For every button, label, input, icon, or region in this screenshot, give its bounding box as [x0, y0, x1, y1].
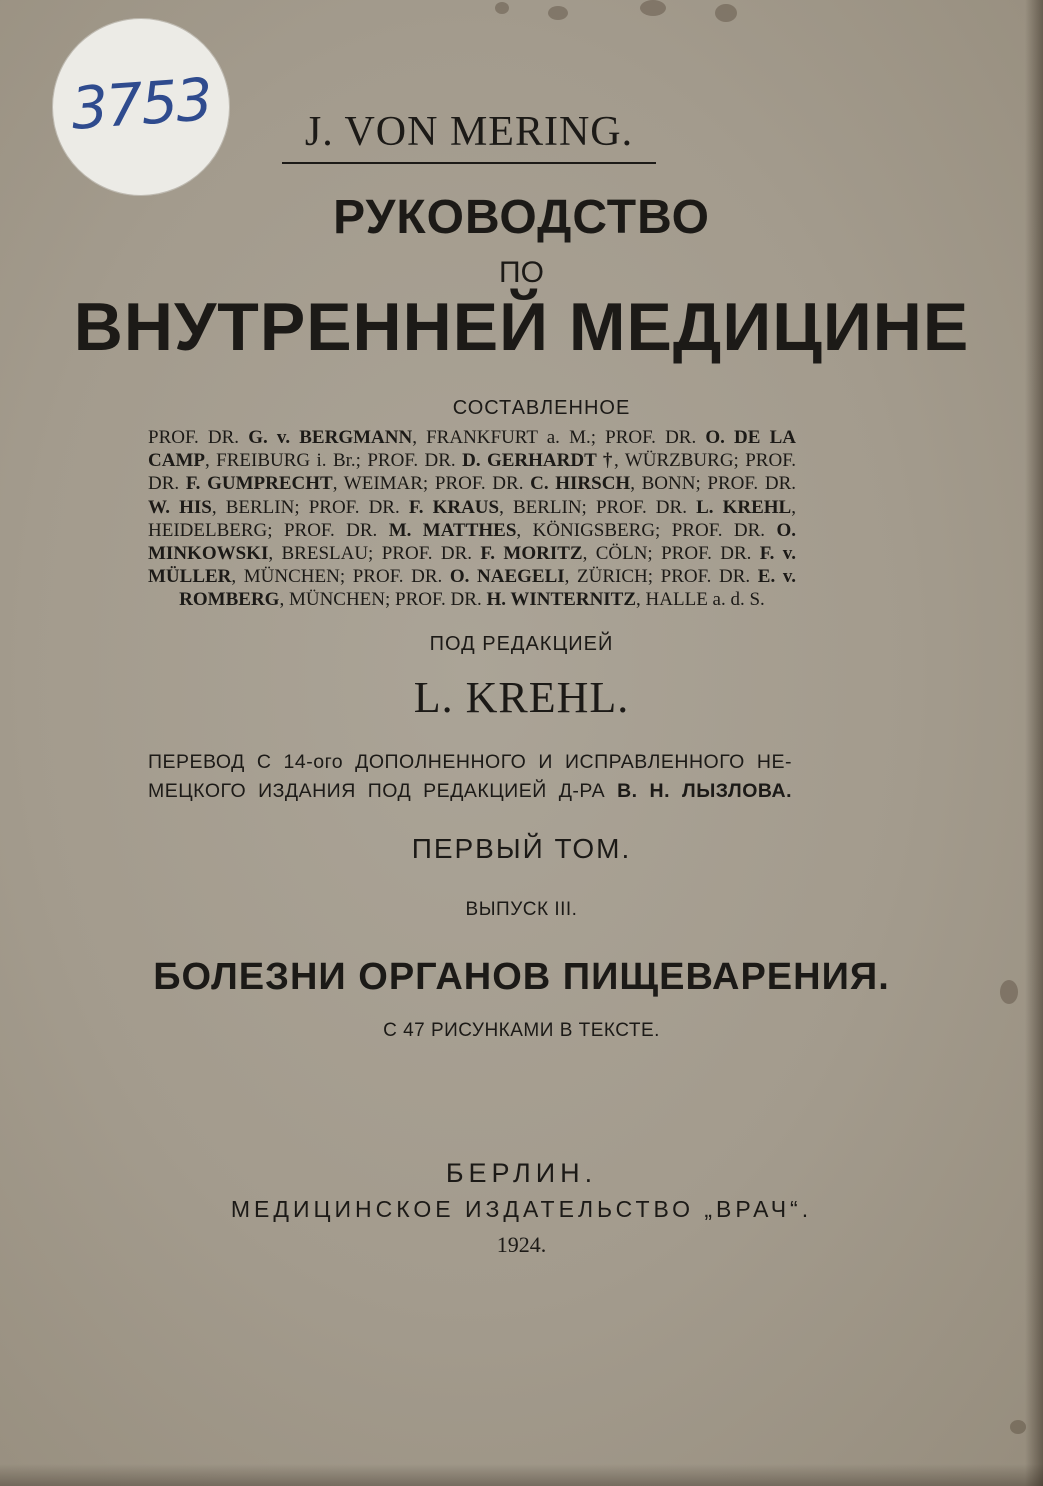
contributor-name: F. GUMPRECHT [185, 473, 333, 495]
contributor-prefix: PROF. DR. [148, 427, 249, 448]
contributor-name: O. NAEGELI [449, 566, 565, 588]
contributor-prefix: PROF. DR. [707, 473, 796, 495]
stain [495, 2, 509, 14]
contributor-place: , HALLE a. d. S. [636, 589, 765, 611]
translator-name: В. Н. ЛЫЗЛОВА. [617, 780, 792, 802]
contributor-name: W. HIS [148, 496, 212, 518]
section-title: БОЛЕЗНИ ОРГАНОВ ПИЩЕВАРЕНИЯ. [153, 956, 890, 998]
contributor-place: , FREIBURG i. Br.; [204, 450, 368, 472]
contributor-prefix: PROF. DR. [595, 496, 697, 518]
stain [715, 4, 737, 22]
sticker-number: 3753 [68, 65, 213, 143]
translation-note [148, 748, 792, 806]
title-line-3: ВНУТРЕННЕЙ МЕДИЦИНЕ [73, 289, 970, 365]
contributor-name: F. v. MÜLLER [148, 543, 796, 588]
stain [548, 6, 568, 20]
title-line-2: ПО [499, 256, 544, 289]
contributor-prefix: PROF. DR. [661, 543, 760, 565]
stain [1010, 1420, 1026, 1434]
library-number-sticker [52, 18, 230, 196]
contributor-name: L. KREHL [696, 496, 792, 518]
title-line-1: РУКОВОДСТВО [333, 191, 710, 244]
translation-line-2 [148, 777, 792, 806]
page-bottom-shadow [0, 1464, 1043, 1486]
contributor-prefix: PROF. DR. [308, 496, 409, 518]
contributor-name: F. KRAUS [408, 496, 500, 518]
contributor-prefix: PROF. DR. [367, 450, 463, 472]
contributor-prefix: PROF. DR. [283, 519, 389, 541]
contributor-prefix: PROF. DR. [148, 450, 796, 495]
contributor-place: , ZÜRICH; [564, 566, 661, 588]
contributor-place: , MÜNCHEN; [231, 566, 353, 588]
contributor-place: , MÜNCHEN; [279, 589, 396, 611]
contributor-prefix: PROF. DR. [434, 473, 531, 495]
contributor-place: , BERLIN; [211, 496, 309, 518]
contributor-prefix: PROF. DR. [352, 566, 450, 588]
contributor-name: G. v. BERGMANN [248, 427, 413, 448]
contributor-name: E. v. ROMBERG [179, 566, 797, 611]
contributor-prefix: PROF. DR. [605, 427, 706, 448]
contributor-name: O. DE LA CAMP [148, 427, 796, 472]
contributor-name: M. MATTHES [388, 519, 517, 541]
translation-line-2-text: МЕЦКОГО ИЗДАНИЯ ПОД РЕДАКЦИЕЙ Д-РА [148, 780, 618, 802]
contributor-place: , HEIDELBERG; [148, 496, 796, 541]
contributor-place: , KÖNIGSBERG; [516, 519, 672, 541]
contributor-place: , FRANKFURT a. M.; [412, 427, 606, 448]
figures-note: С 47 РИСУНКАМИ В ТЕКСТЕ. [383, 1020, 660, 1041]
contributor-prefix: PROF. DR. [671, 519, 777, 541]
contributor-place: , CÖLN; [582, 543, 662, 565]
contributor-name: O. MINKOWSKI [148, 519, 796, 565]
contributor-name: H. WINTERNITZ [486, 589, 637, 611]
stain [640, 0, 666, 16]
editor-label: ПОД РЕДАКЦИЕЙ [429, 633, 614, 655]
contributor-place: , BONN; [630, 473, 708, 495]
contributor-name: F. MORITZ [480, 543, 583, 565]
contributor-prefix: PROF. DR. [395, 589, 487, 611]
volume-label: ПЕРВЫЙ ТОМ. [411, 833, 632, 864]
contributor-name: C. HIRSCH [530, 473, 631, 495]
publisher-name: МЕДИЦИНСКОЕ ИЗДАТЕЛЬСТВО „ВРАЧ“. [230, 1196, 813, 1222]
contributor-name: D. GERHARDT † [462, 450, 614, 472]
author-name: J. VON MERING. [282, 108, 656, 164]
publication-year: 1924. [496, 1232, 547, 1257]
contributor-place: , WÜRZBURG; [614, 450, 746, 472]
publication-city: БЕРЛИН. [445, 1158, 598, 1188]
contributor-place: , WEIMAR; [332, 473, 435, 495]
issue-label: ВЫПУСК III. [465, 899, 578, 920]
translation-line-1: ПЕРЕВОД С 14-ого ДОПОЛНЕННОГО И ИСПРАВЛЕННОГО НЕ- [148, 751, 792, 773]
contributors-list [148, 426, 796, 612]
contributor-prefix: PROF. DR. [660, 566, 758, 588]
compiled-label: СОСТАВЛЕННОЕ [452, 397, 631, 419]
contributor-place: , BERLIN; [499, 496, 596, 518]
contributor-prefix: PROF. DR. [381, 543, 481, 565]
editor-name: L. KREHL. [413, 673, 630, 722]
contributor-place: , BRESLAU; [268, 543, 382, 565]
